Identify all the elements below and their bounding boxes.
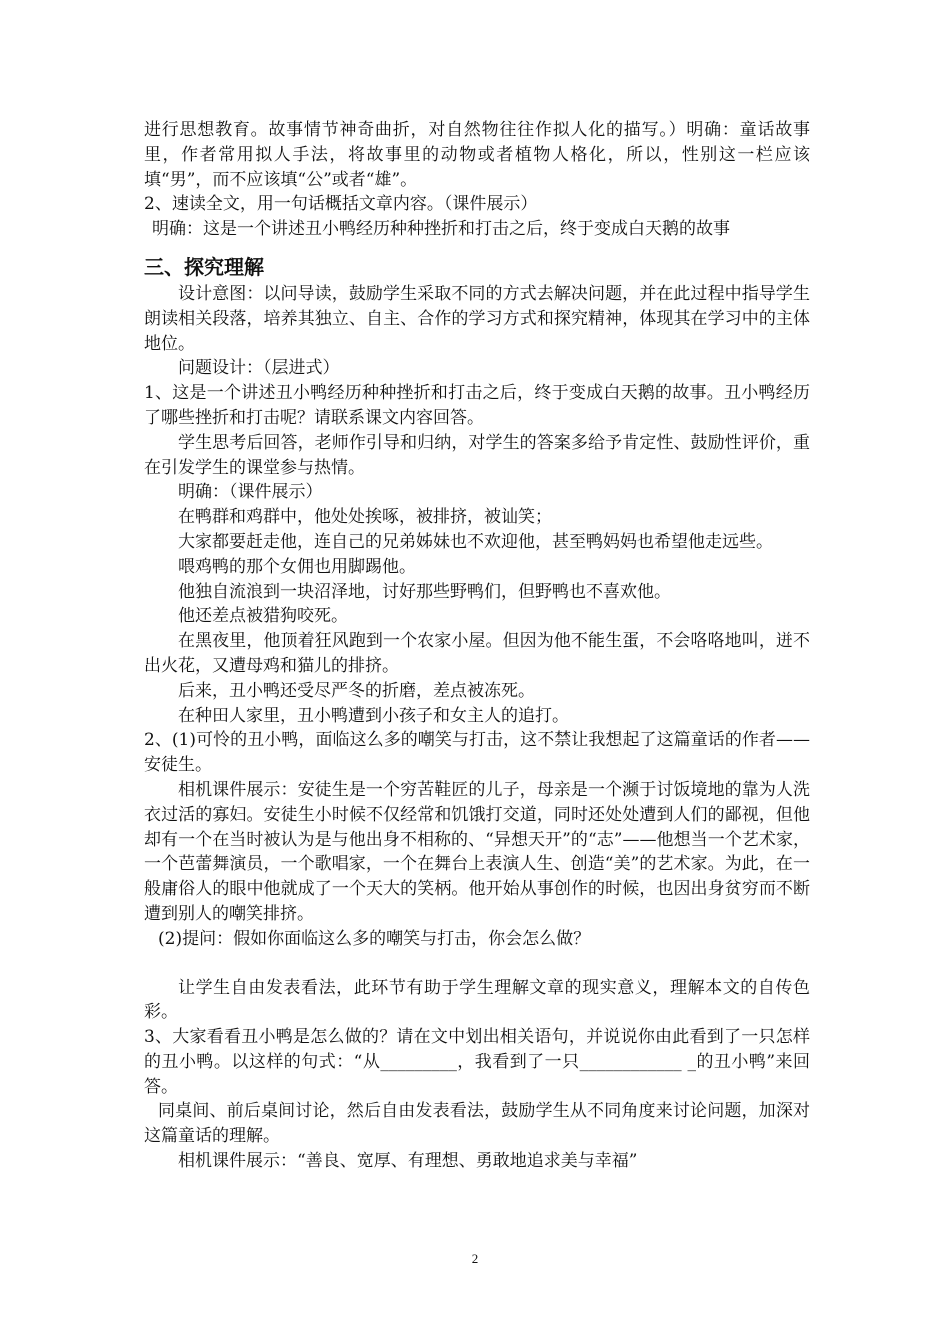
paragraph: 明确：（课件展示） xyxy=(178,482,323,503)
blank-line xyxy=(144,952,810,976)
paragraph: 问题设计：（层进式） xyxy=(178,358,340,379)
paragraph: 明确：这是一个讲述丑小鸭经历种种挫折和打击之后，终于变成白天鹅的故事 xyxy=(152,219,730,240)
paragraph: 2、(1)可怜的丑小鸭，面临这么多的嘲笑与打击，这不禁让我想起了这篇童话的作者——安徒生。 xyxy=(144,730,810,776)
paragraph: (2)提问：假如你面临这么多的嘲笑与打击，你会怎么做？ xyxy=(158,928,591,949)
paragraph: 让学生自由发表看法，此环节有助于学生理解文章的现实意义，理解本文的自传色彩。 xyxy=(144,977,810,1023)
paragraph: 喂鸡鸭的那个女佣也用脚踢他。 xyxy=(178,556,416,577)
paragraph: 在黑夜里，他顶着狂风跑到一个农家小屋。但因为他不能生蛋，不会咯咯地叫，迸不出火花，又遭母鸡和猫儿的排挤。 xyxy=(144,631,810,676)
paragraph: 设计意图：以问导读，鼓励学生采取不同的方式去解决问题，并在此过程中指导学生朗读相关段落，培养其独立、自主、合作的学习方式和探究精神，体现其在学习中的主体地位。 xyxy=(144,283,810,354)
paragraph: 3、大家看看丑小鸭是怎么做的？请在文中划出相关语句，并说说你由此看到了一只怎样的丑小鸭。以这样的句式：“从_________，我看到了一只____________ _的丑小鸭”来回答。 xyxy=(144,1027,810,1097)
paragraph: 2、速读全文，用一句话概括文章内容。（课件展示） xyxy=(144,194,538,215)
paragraph: 学生思考后回答，老师作引导和归纳，对学生的答案多给予肯定性、鼓励性评价，重在引发学生的课堂参与热情。 xyxy=(144,432,810,478)
document-body xyxy=(144,118,810,1174)
paragraph: 进行思想教育。故事情节神奇曲折，对自然物往往作拟人化的描写。）明确：童话故事里，作者常用拟人手法，将故事里的动物或者植物人格化，所以，性别这一栏应该填“男”，而不应该填“公”或者“雄”。 xyxy=(144,120,810,190)
paragraph: 他独自流浪到一块沼泽地，讨好那些野鸭们，但野鸭也不喜欢他。 xyxy=(178,581,671,602)
paragraph: 1、这是一个讲述丑小鸭经历种种挫折和打击之后，终于变成白天鹅的故事。丑小鸭经历了哪些挫折和打击呢？请联系课文内容回答。 xyxy=(144,383,810,428)
paragraph: 相机课件展示：“善良、宽厚、有理想、勇敢地追求美与幸福” xyxy=(178,1151,638,1172)
paragraph: 相机课件展示：安徒生是一个穷苦鞋匠的儿子，母亲是一个濒于讨饭境地的靠为人洗衣过活的寡妇。安徒生小时候不仅经常和饥饿打交道，同时还处处遭到人们的鄙视，但他却有一个在当时被认为是与他出身不相称的、“异想天开”的“志”——他想当一个艺术家，一个芭蕾舞演员，一个歌唱家，一个在舞台上表演人生、创造“美”的艺术家。为此，在一般庸俗人的眼中他就成了一个天大的笑柄。他开始从事创作的时候，也因出身贫穷而不断遭到别人的嘲笑排挤。 xyxy=(144,779,810,924)
paragraph: 在鸭群和鸡群中，他处处挨啄，被排挤，被讪笑； xyxy=(178,507,552,528)
paragraph: 大家都要赶走他，连自己的兄弟姊妹也不欢迎他，甚至鸭妈妈也希望他走远些。 xyxy=(178,531,773,552)
section-heading: 三、探究理解 xyxy=(144,254,264,279)
paragraph: 后来，丑小鸭还受尽严冬的折磨，差点被冻死。 xyxy=(178,680,535,701)
page-number: 2 xyxy=(471,1251,479,1266)
paragraph: 他还差点被猎狗咬死。 xyxy=(178,606,348,627)
paragraph: 在种田人家里，丑小鸭遭到小孩子和女主人的追打。 xyxy=(178,705,569,726)
paragraph: 同桌间、前后桌间讨论，然后自由发表看法，鼓励学生从不同角度来讨论问题，加深对这篇童话的理解。 xyxy=(144,1101,810,1147)
